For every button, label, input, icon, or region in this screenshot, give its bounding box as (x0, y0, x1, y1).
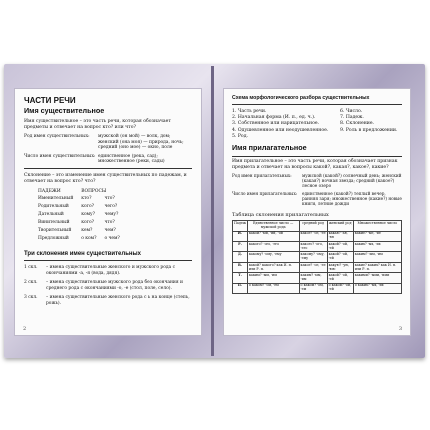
table-header: Единственное число — мужской рода (247, 221, 299, 231)
adj-gender-row (232, 173, 402, 189)
divider (232, 156, 402, 157)
table-cell: какое? -ое, -ее (299, 262, 327, 272)
left-page (14, 88, 202, 336)
table-cell: какая? -ая, -яя (327, 231, 353, 241)
table-row (34, 211, 124, 219)
case-name: Родительный (38, 204, 69, 210)
table-cell: каких? -ых, -их (353, 242, 401, 252)
table-cell: каким? -ым, -им (247, 273, 299, 283)
table-row (34, 219, 124, 227)
table-cell: о каких? -ых, -их (353, 283, 401, 293)
declension-number: 3 скл. (24, 295, 38, 301)
number-row (24, 154, 192, 165)
table-header: Множественное число (353, 221, 401, 231)
table-row (233, 252, 402, 262)
case-name: Именительный (38, 196, 74, 202)
list-item: 5. Род. (232, 133, 248, 139)
table-row (233, 262, 402, 272)
adj-number-values: единственное (какой?) теплый вечер, ранняя заря; множественное (какие?) новые книги, летние дожди (302, 190, 402, 207)
table-row (34, 203, 124, 211)
page-title: ЧАСТИ РЕЧИ (24, 96, 76, 105)
adj-gender-values: мужской (какой?) солнечный день; женский (какая?) ночная звезда; средний (какое?) лесное озеро (302, 173, 402, 189)
gender-label: Род имен существительных: (24, 134, 90, 139)
list-item: 7. Падеж. (340, 115, 364, 121)
list-item (24, 265, 192, 276)
declension-text: – имена существительные женского рода с ь на конце (степь, рожь). (46, 295, 190, 306)
right-page (223, 88, 411, 336)
list-item (24, 295, 192, 306)
case-name: Дательный (38, 212, 64, 218)
case-q1: кем? (81, 228, 93, 234)
table-cell: Р. (233, 242, 248, 252)
case-q1: кто? (81, 196, 92, 202)
case-name: Винительный (38, 220, 70, 226)
morph-scheme-title: Схема морфологического разбора существительных (232, 95, 370, 101)
table-cell: какого? -ого, -его (247, 242, 299, 252)
table-cell: каким? -ым, -им (353, 252, 401, 262)
table-cell: какому? -ому, -ему (299, 252, 327, 262)
case-name: Творительный (38, 228, 72, 234)
table-cell: какой? -ый, -ий, -ой (247, 231, 299, 241)
table-header: Падеж (233, 221, 248, 231)
list-item (24, 280, 192, 291)
table-cell: каким? -ым, -им (299, 273, 327, 283)
gender-row (24, 134, 192, 151)
case-q2: чем? (104, 228, 116, 234)
table-cell: какой? -ой, -ей (327, 252, 353, 262)
table-cell: какой? какого? как И. п. или Р. п. (247, 262, 299, 272)
table-cell: какую? -ую, -юю (327, 262, 353, 272)
declension-definition: Склонение – это изменение имен существительных по падежам, и отвечает на вопрос кто? что? (24, 172, 187, 184)
page-number: 3 (398, 326, 402, 332)
case-q1: кого? (81, 220, 94, 226)
page-number: 2 (23, 326, 27, 332)
table-cell: какими? -ыми, -ими (353, 273, 401, 283)
table-header: женский род (327, 221, 353, 231)
adj-number-label: Число имен прилагательных: (232, 190, 298, 196)
table-cell: В. (233, 262, 248, 272)
table-cell: какой? -ой, -ей (327, 273, 353, 283)
table-cell: о какой? -ой, -ей (327, 283, 353, 293)
case-q2: чему? (104, 212, 119, 218)
declension-number: 2 скл. (24, 280, 38, 286)
table-row (34, 195, 124, 203)
table-cell: И. (233, 231, 248, 241)
table-cell: какого? -ого, -его (299, 242, 327, 252)
table-cell: о каком? -ом, -ем (299, 283, 327, 293)
section-title-adjective: Имя прилагательное (232, 143, 307, 153)
gender-values: мужской (он мой) — волк, дом; женский (она моя) — природа, ночь; средний (оно мое) — окно, поле (98, 134, 184, 151)
table-cell: какой? -ой, -ей (327, 242, 353, 252)
table-row (233, 283, 402, 293)
case-q2: что? (104, 196, 115, 202)
book-spine (211, 66, 214, 356)
number-values: единственное (река, сад); множественное (реки, сады) (98, 153, 165, 165)
adj-table-title: Таблица склонения прилагательных (232, 212, 329, 219)
case-q1: о ком? (81, 236, 97, 242)
divider (24, 260, 192, 261)
table-cell: о каком? -ом, -ем (247, 283, 299, 293)
declension-text: – имена существительные мужского рода без окончания и среднего рода с окончаниями -о, -е (стол, поле, село). (46, 280, 183, 291)
table-row (233, 242, 402, 252)
morph-scheme-list (232, 109, 402, 140)
divider (24, 168, 192, 169)
list-item: 4. Одушевленное или неодушевленное. (232, 127, 329, 133)
table-cell: какому? -ому, -ему (247, 252, 299, 262)
table-row (34, 227, 124, 235)
number-label: Число имен существительных: (24, 153, 96, 159)
three-declensions-title: Три склонения имен существительных (24, 250, 141, 257)
case-q2: чего? (104, 204, 118, 210)
case-name: Предложный (38, 236, 69, 242)
table-row (34, 235, 124, 243)
declension-number: 1 скл. (24, 264, 38, 270)
list-item: 9. Роль в предложении. (340, 127, 398, 133)
cases-header-case: ПАДЕЖИ (38, 188, 61, 194)
case-q1: кому? (81, 212, 95, 218)
table-cell: Т. (233, 273, 248, 283)
list-item: 3. Собственное или нарицательное. (232, 121, 320, 127)
morph-col-1 (232, 109, 340, 140)
cases-header-questions: ВОПРОСЫ (81, 188, 107, 194)
table-row (233, 231, 402, 241)
table-cell: какое? -ое, -ее (299, 231, 327, 241)
list-item: 1. Часть речи. (232, 109, 267, 114)
case-q1: кого? (81, 204, 94, 210)
adj-declension-table (232, 220, 402, 294)
list-item: 2. Начальная форма (И. п., ед. ч.). (232, 115, 316, 121)
adj-number-row (232, 191, 402, 207)
list-item: 8. Склонение. (340, 121, 374, 127)
table-cell: какие? каких? как И. п. или Р. п. (353, 262, 401, 272)
table-cell: какие? -ые, -ие (353, 231, 401, 241)
case-q2: что? (104, 220, 115, 226)
morph-col-2 (340, 109, 397, 140)
noun-definition: Имя существительное – это часть речи, которая обозначает предметы и отвечает на вопрос кто? или что? (24, 119, 171, 130)
adj-gender-label: Род имен прилагательных: (232, 173, 292, 179)
section-title-noun: Имя существительное (24, 106, 105, 115)
table-cell: П. (233, 283, 248, 293)
cases-table (34, 189, 124, 243)
table-row (233, 273, 402, 283)
case-q2: о чем? (104, 236, 120, 242)
declension-text: – имена существительные женского и мужского рода с окончаниями -а, -я (вода, дядя). (46, 264, 176, 276)
list-item: 6. Число. (340, 109, 363, 114)
divider (232, 104, 402, 105)
table-header: средний род (299, 221, 327, 231)
table-cell: Д. (233, 252, 248, 262)
adjective-definition: Имя прилагательное – это часть речи, которая обозначает признак предмета и отвечает на вопросы какой?, какая?, какое?, какие? (232, 159, 398, 171)
